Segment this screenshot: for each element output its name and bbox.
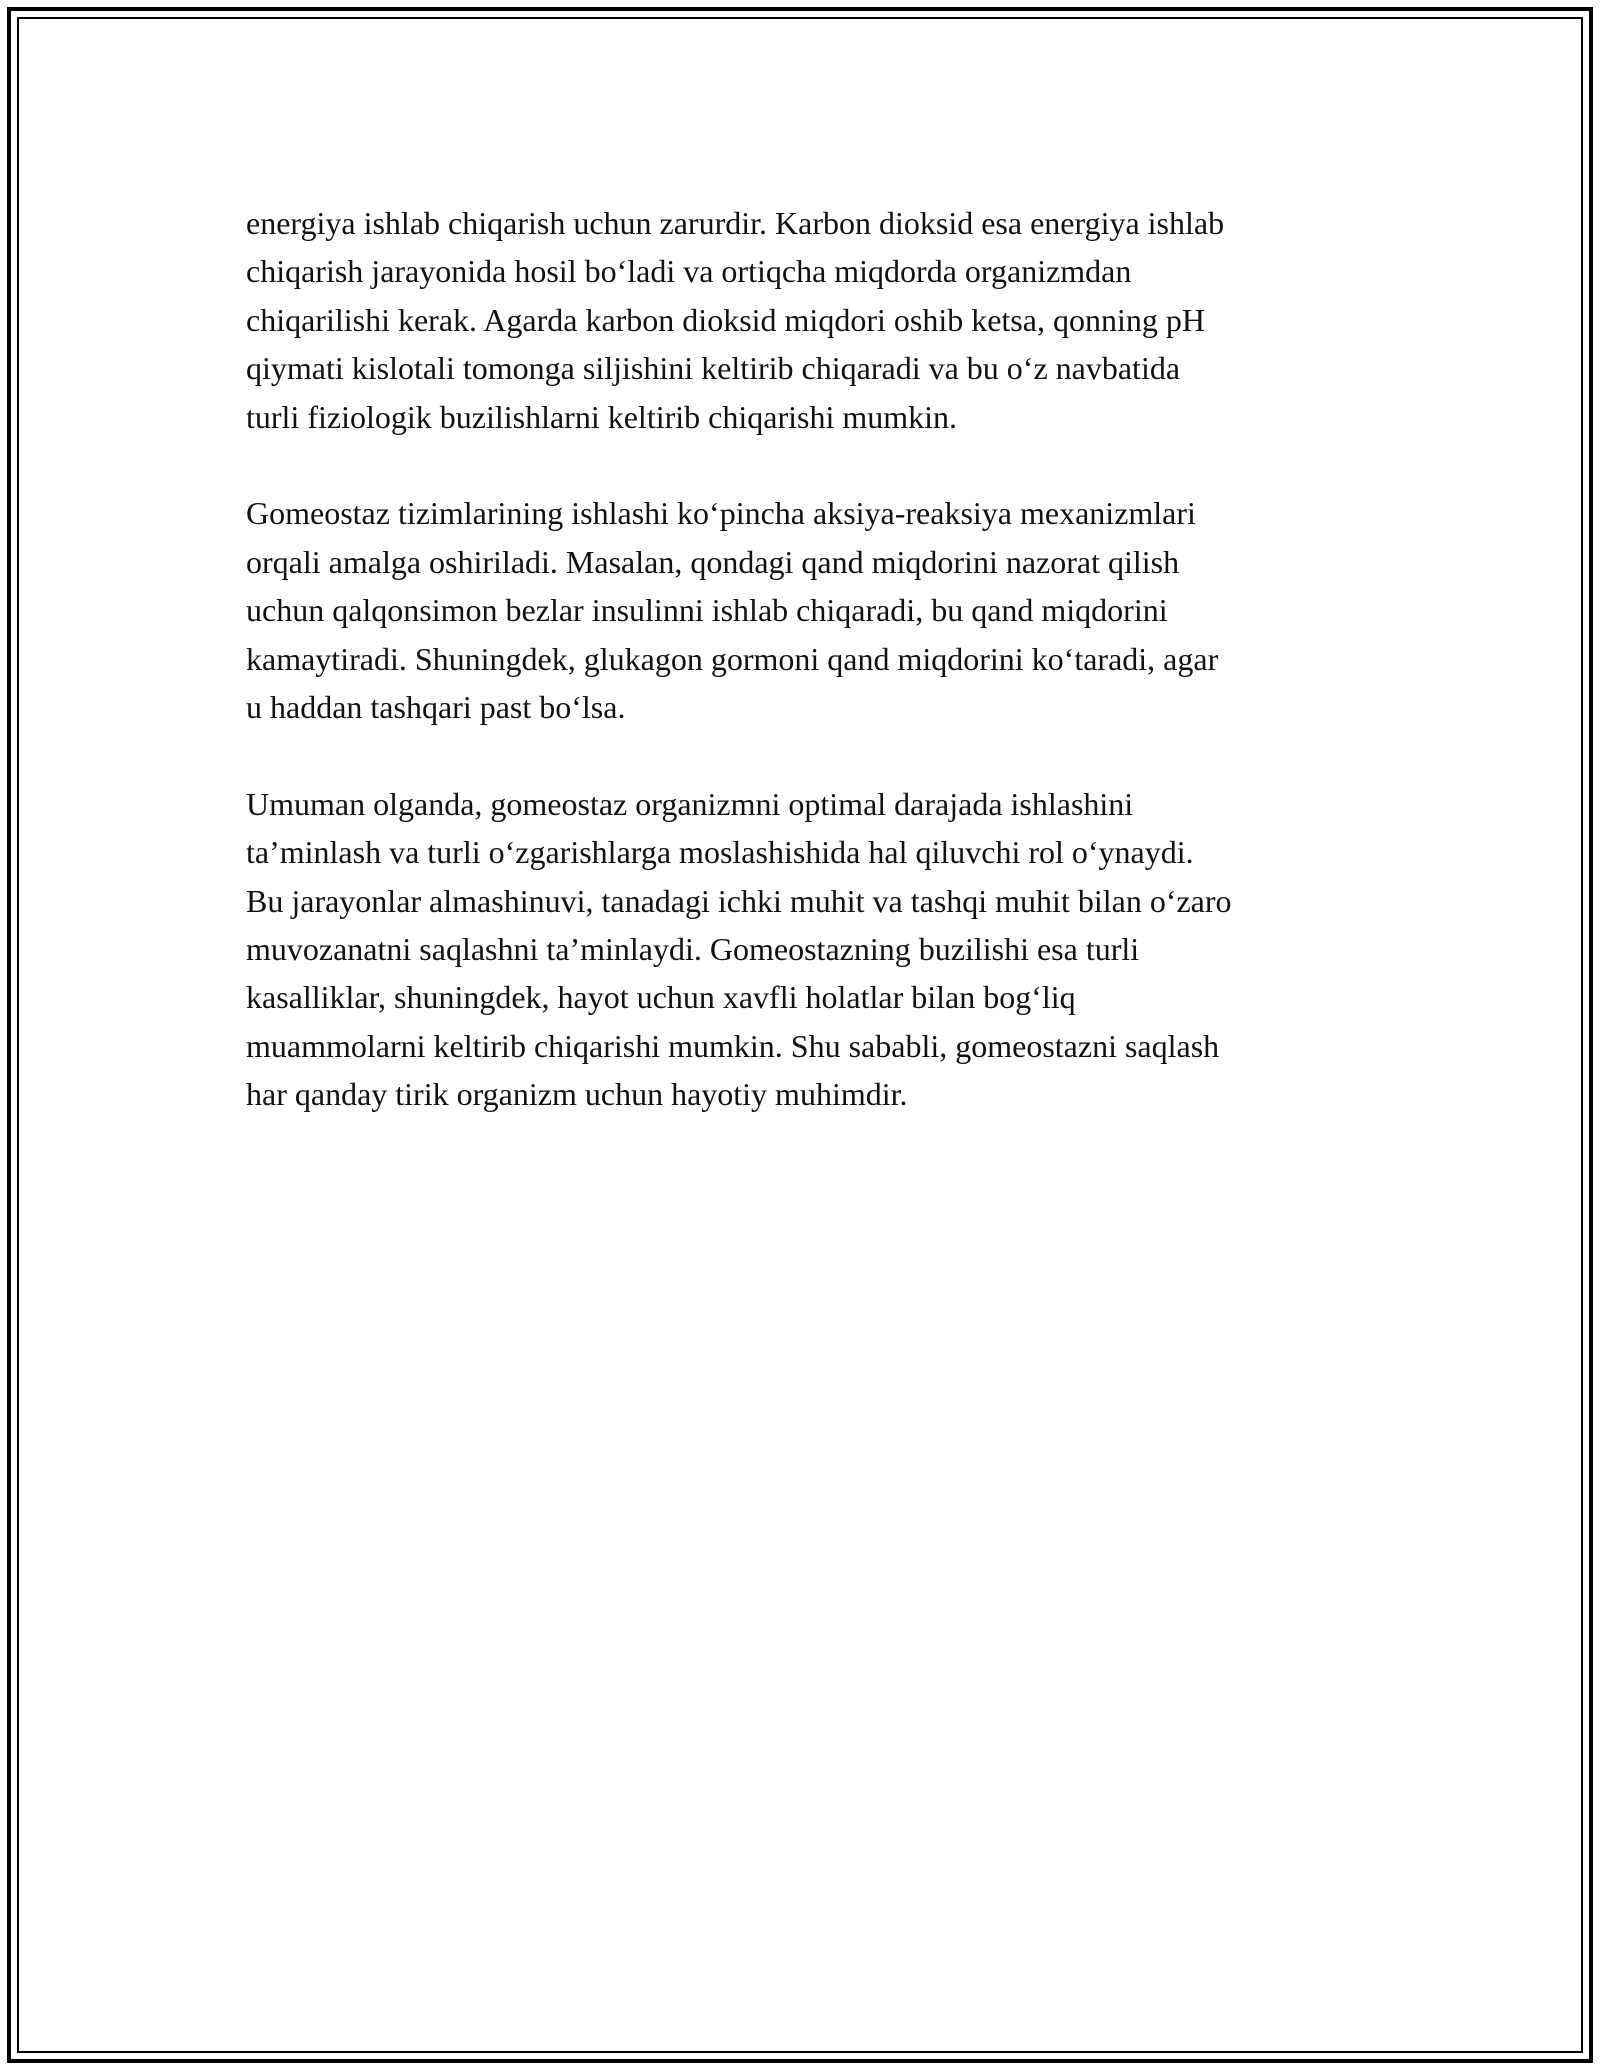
paragraph-line: u haddan tashqari past bo‘lsa. [246, 689, 626, 726]
paragraph-line: energiya ishlab chiqarish uchun zarurdir. Karbon dioksid esa energiya ishlab [246, 205, 1225, 241]
paragraph-3 [246, 780, 1386, 1119]
document-body [246, 199, 1386, 1167]
paragraph-line: orqali amalga oshiriladi. Masalan, qondagi qand miqdorini nazorat qilish [246, 543, 1180, 580]
paragraph-line: uchun qalqonsimon bezlar insulinni ishlab chiqaradi, bu qand miqdorini [246, 592, 1168, 629]
paragraph-line: Bu jarayonlar almashinuvi, tanadagi ichki muhit va tashqi muhit bilan o‘zaro [246, 882, 1232, 919]
paragraph-line: kasalliklar, shuningdek, hayot uchun xavfli holatlar bilan bog‘liq [246, 979, 1076, 1016]
paragraph-line: Umuman olganda, gomeostaz organizmni optimal darajada ishlashini [246, 785, 1134, 822]
document-page [7, 7, 1593, 2063]
paragraph-line: har qanday tirik organizm uchun hayotiy muhimdir. [246, 1076, 908, 1113]
paragraph-line: Gomeostaz tizimlarining ishlashi ko‘pincha aksiya-reaksiya mexanizmlari [246, 495, 1196, 532]
paragraph-line: muvozanatni saqlashni ta’minlaydi. Gomeostazning buzilishi esa turli [246, 931, 1140, 968]
paragraph-1 [246, 199, 1386, 441]
paragraph-line: turli fiziologik buzilishlarni keltirib chiqarishi mumkin. [246, 398, 957, 435]
paragraph-2 [246, 489, 1386, 731]
paragraph-line: chiqarish jarayonida hosil bo‘ladi va ortiqcha miqdorda organizmdan [246, 253, 1132, 290]
paragraph-line: chiqarilishi kerak. Agarda karbon dioksid miqdori oshib ketsa, qonning pH [246, 301, 1205, 338]
paragraph-line: qiymati kislotali tomonga siljishini keltirib chiqaradi va bu o‘z navbatida [246, 350, 1181, 387]
paragraph-line: kamaytiradi. Shuningdek, glukagon gormoni qand miqdorini ko‘taradi, agar [246, 640, 1219, 677]
paragraph-line: ta’minlash va turli o‘zgarishlarga moslashishida hal qiluvchi rol o‘ynaydi. [246, 834, 1194, 871]
paragraph-line: muammolarni keltirib chiqarishi mumkin. Shu sababli, gomeostazni saqlash [246, 1027, 1220, 1064]
